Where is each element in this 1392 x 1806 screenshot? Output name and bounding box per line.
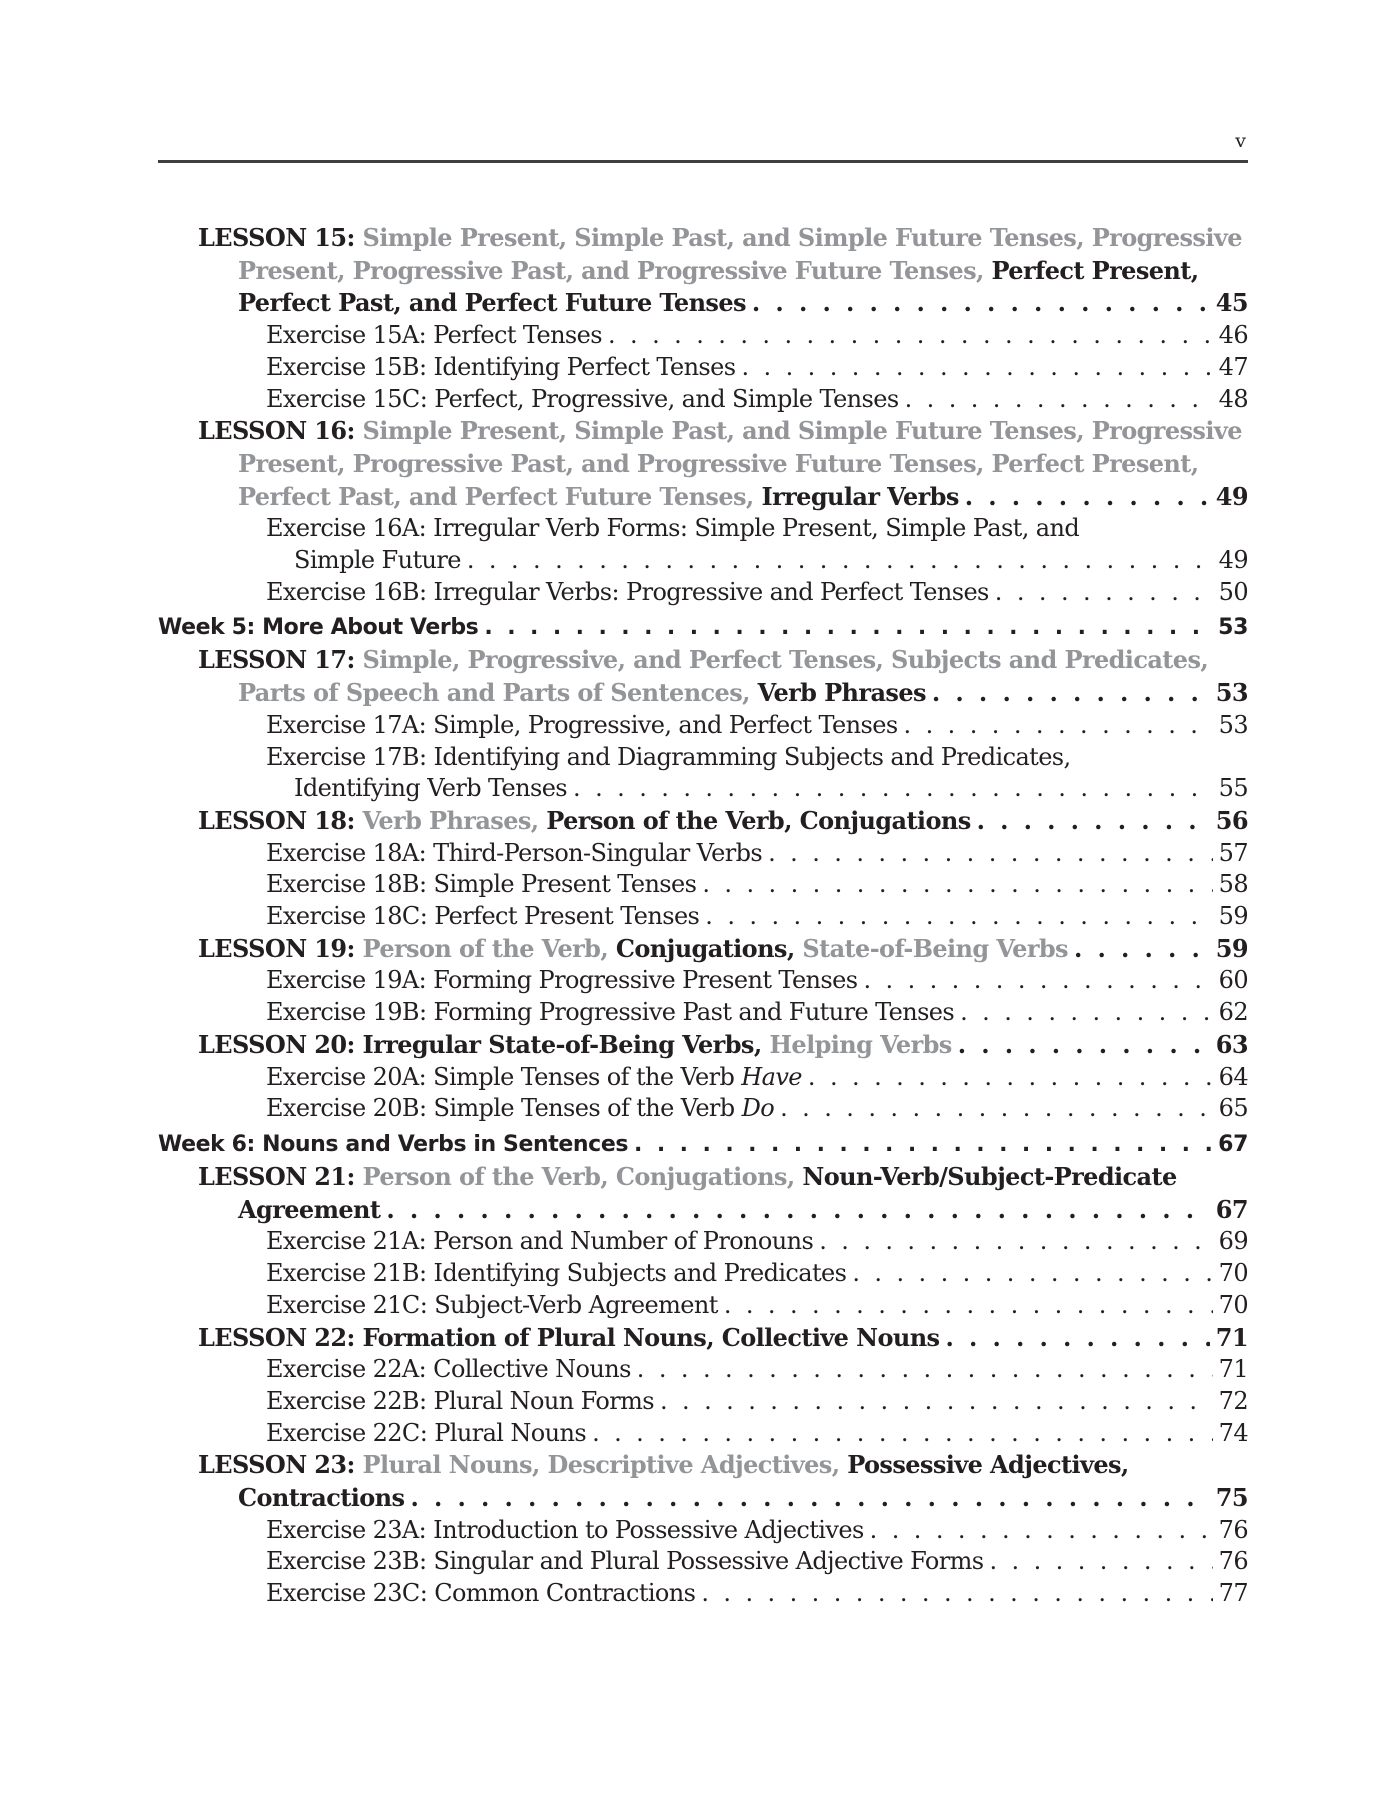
dot-leader bbox=[905, 384, 1213, 416]
entry-title-text: Exercise 23B: Singular and Plural Possessive Adjective Forms bbox=[266, 1547, 984, 1576]
toc-entry-text bbox=[238, 481, 959, 514]
toc-entry-text bbox=[266, 1290, 718, 1322]
toc-line bbox=[266, 1062, 1248, 1094]
dot-leader bbox=[705, 901, 1212, 933]
toc-entry-text bbox=[294, 773, 567, 805]
toc-week-entry bbox=[158, 1129, 1248, 1161]
review-topic-text: State-of-Being Verbs bbox=[794, 933, 1068, 963]
entry-title-text: Exercise 19B: Forming Progressive Past and Future Tenses bbox=[266, 998, 955, 1027]
page-reference: 71 bbox=[1218, 1355, 1248, 1384]
toc-exercise-entry bbox=[158, 577, 1248, 609]
new-topic-text: Agreement bbox=[238, 1194, 381, 1224]
dot-leader bbox=[702, 869, 1212, 901]
toc-entry-text bbox=[266, 710, 898, 742]
toc-line bbox=[266, 965, 1248, 997]
dot-leader bbox=[484, 612, 1212, 644]
toc-line bbox=[266, 513, 1248, 545]
toc-entry-text bbox=[266, 869, 696, 901]
entry-title-text: Exercise 15A: Perfect Tenses bbox=[266, 321, 602, 350]
page-reference: 50 bbox=[1218, 577, 1248, 606]
toc-entry-text bbox=[198, 224, 1242, 252]
new-topic-text: Contractions bbox=[238, 1483, 405, 1513]
entry-title-text: Do bbox=[741, 1094, 775, 1123]
toc-exercise-entry bbox=[158, 997, 1248, 1029]
toc-exercise-entry bbox=[158, 1515, 1248, 1547]
toc-entry-text bbox=[238, 257, 1199, 285]
toc-entry-text bbox=[266, 1418, 586, 1450]
review-topic-text: Simple, Progressive, and Perfect Tenses, Subjects and Predicates, bbox=[362, 645, 1209, 675]
toc-lesson-entry bbox=[158, 644, 1248, 709]
dot-leader bbox=[989, 1546, 1212, 1578]
new-topic-text: Irregular State-of-Being Verbs, bbox=[362, 1029, 762, 1059]
lesson-label: LESSON 21: bbox=[198, 1161, 363, 1191]
page-reference: 76 bbox=[1218, 1515, 1248, 1544]
entry-title-text: Week 6: Nouns and Verbs in Sentences bbox=[158, 1131, 629, 1157]
dot-leader bbox=[863, 965, 1212, 997]
toc-line bbox=[198, 415, 1248, 448]
toc-entry-text bbox=[238, 1194, 380, 1227]
toc-entry-text bbox=[158, 612, 478, 644]
toc-entry-text bbox=[294, 545, 461, 577]
toc-exercise-entry bbox=[158, 1418, 1248, 1450]
new-topic-text: Irregular Verbs bbox=[753, 481, 959, 511]
toc-entry-text bbox=[238, 1482, 404, 1515]
toc-line bbox=[198, 1449, 1248, 1482]
review-topic-text: Helping Verbs bbox=[761, 1029, 952, 1059]
dot-leader bbox=[701, 1578, 1212, 1610]
page-reference: 72 bbox=[1218, 1386, 1248, 1415]
dot-leader bbox=[960, 997, 1213, 1029]
toc-line bbox=[158, 612, 1248, 644]
dot-leader bbox=[995, 577, 1213, 609]
lesson-label: LESSON 18: bbox=[198, 805, 363, 835]
toc-entry-text bbox=[266, 1546, 983, 1578]
new-topic-text: Conjugations, bbox=[608, 933, 795, 963]
toc-line bbox=[266, 1546, 1248, 1578]
toc-exercise-entry bbox=[158, 965, 1248, 997]
entry-title-text: Identifying Verb Tenses bbox=[294, 774, 568, 803]
page-reference: 60 bbox=[1218, 966, 1248, 995]
dot-leader bbox=[932, 677, 1210, 709]
entry-title-text: Exercise 20B: Simple Tenses of the Verb bbox=[266, 1094, 742, 1123]
toc-exercise-entry bbox=[158, 838, 1248, 870]
page-reference: 53 bbox=[1218, 615, 1248, 641]
toc-week-entry bbox=[158, 612, 1248, 644]
toc-line bbox=[266, 384, 1248, 416]
toc-line bbox=[266, 1258, 1248, 1290]
page-reference: 58 bbox=[1218, 870, 1248, 899]
toc-line bbox=[198, 1322, 1248, 1355]
entry-title-text: Exercise 23A: Introduction to Possessive Adjectives bbox=[266, 1515, 864, 1544]
page-reference: 59 bbox=[1218, 902, 1248, 931]
toc-line bbox=[266, 838, 1248, 870]
review-topic-text: Present, Progressive Past, and Progressive Future Tenses, bbox=[238, 255, 984, 285]
dot-leader bbox=[386, 1194, 1209, 1226]
toc-entry-text bbox=[266, 1226, 813, 1258]
toc-lesson-entry bbox=[158, 222, 1248, 320]
toc-line bbox=[266, 1093, 1248, 1125]
page-reference: 56 bbox=[1215, 805, 1248, 835]
toc-line bbox=[198, 677, 1248, 710]
page-reference: 76 bbox=[1218, 1547, 1248, 1576]
toc-line bbox=[198, 805, 1248, 838]
review-topic-text: Person of the Verb, Conjugations, bbox=[362, 1161, 795, 1191]
entry-title-text: Exercise 18B: Simple Present Tenses bbox=[266, 870, 697, 899]
toc-line bbox=[266, 320, 1248, 352]
page-reference: 67 bbox=[1215, 1194, 1248, 1224]
toc-entry-text bbox=[198, 646, 1208, 674]
toc-exercise-entry bbox=[158, 1226, 1248, 1258]
toc-entry-text bbox=[198, 1451, 1129, 1479]
review-topic-text: Simple Present, Simple Past, and Simple Future Tenses, Progressive bbox=[362, 416, 1242, 446]
new-topic-text: Noun-Verb/Subject-Predicate bbox=[794, 1161, 1177, 1191]
toc-exercise-entry bbox=[158, 1354, 1248, 1386]
dot-leader bbox=[1074, 933, 1210, 965]
toc-lesson-entry bbox=[158, 415, 1248, 513]
dot-leader bbox=[870, 1515, 1213, 1547]
entry-title-text: Exercise 16A: Irregular Verb Forms: Simple Present, Simple Past, and bbox=[266, 514, 1080, 543]
toc-line bbox=[266, 1578, 1248, 1610]
review-topic-text: Person of the Verb, bbox=[362, 933, 609, 963]
dot-leader bbox=[977, 805, 1210, 837]
header-rule bbox=[158, 160, 1248, 163]
new-topic-text: Verb Phrases bbox=[749, 678, 926, 708]
toc-entry-text bbox=[266, 1258, 846, 1290]
toc-entry-text bbox=[266, 1386, 654, 1418]
toc-line bbox=[198, 1482, 1248, 1515]
dot-leader bbox=[660, 1386, 1213, 1418]
toc-line bbox=[266, 1226, 1248, 1258]
toc-exercise-entry bbox=[158, 352, 1248, 384]
toc-line bbox=[198, 933, 1248, 966]
page-reference: 63 bbox=[1215, 1029, 1248, 1059]
toc-entry-text bbox=[238, 677, 926, 710]
toc-exercise-entry bbox=[158, 1093, 1248, 1125]
toc-exercise-entry bbox=[158, 320, 1248, 352]
page-reference: 67 bbox=[1218, 1131, 1248, 1157]
toc-exercise-entry bbox=[158, 869, 1248, 901]
entry-title-text: Exercise 23C: Common Contractions bbox=[266, 1579, 696, 1608]
page-reference: 70 bbox=[1218, 1290, 1248, 1319]
toc-entry-text bbox=[266, 320, 602, 352]
review-topic-text: Perfect Past, and Perfect Future Tenses, bbox=[238, 481, 754, 511]
review-topic-text: Simple Present, Simple Past, and Simple Future Tenses, Progressive bbox=[362, 223, 1242, 252]
toc-entry-text bbox=[158, 1129, 628, 1161]
page-reference: 47 bbox=[1218, 352, 1248, 381]
dot-leader bbox=[637, 1354, 1213, 1386]
review-topic-text: Parts of Speech and Parts of Sentences, bbox=[238, 678, 750, 708]
toc-exercise-entry bbox=[158, 384, 1248, 416]
toc-line bbox=[266, 742, 1248, 774]
lesson-label: LESSON 23: bbox=[198, 1450, 363, 1480]
new-topic-text: Formation of Plural Nouns, Collective Nouns bbox=[362, 1322, 940, 1352]
entry-title-text: Exercise 18C: Perfect Present Tenses bbox=[266, 902, 700, 931]
entry-title-text: Exercise 22A: Collective Nouns bbox=[266, 1355, 631, 1384]
dot-leader bbox=[724, 1290, 1213, 1322]
toc-line bbox=[266, 1386, 1248, 1418]
dot-leader bbox=[752, 287, 1210, 319]
entry-title-text: Exercise 20A: Simple Tenses of the Verb bbox=[266, 1062, 742, 1091]
review-topic-text: Verb Phrases, bbox=[362, 805, 539, 835]
toc-line bbox=[266, 352, 1248, 384]
toc-lesson-entry bbox=[158, 805, 1248, 838]
toc-line bbox=[198, 481, 1248, 514]
toc-entry-text bbox=[266, 838, 762, 870]
dot-leader bbox=[819, 1226, 1212, 1258]
toc-lesson-entry bbox=[158, 1161, 1248, 1226]
page-number: v bbox=[1235, 130, 1246, 152]
toc-line bbox=[198, 255, 1248, 288]
toc-lesson-entry bbox=[158, 1449, 1248, 1514]
toc-entry-text bbox=[198, 805, 971, 838]
toc-entry-text bbox=[238, 287, 746, 320]
entry-title-text: Exercise 17A: Simple, Progressive, and Perfect Tenses bbox=[266, 710, 898, 739]
toc-line bbox=[266, 545, 1248, 577]
entry-title-text: Exercise 18A: Third-Person-Singular Verbs bbox=[266, 838, 763, 867]
page-reference: 62 bbox=[1218, 998, 1248, 1027]
page-reference: 70 bbox=[1218, 1259, 1248, 1288]
toc-exercise-entry bbox=[158, 1062, 1248, 1094]
lesson-label: LESSON 20: bbox=[198, 1029, 363, 1059]
table-of-contents bbox=[158, 222, 1248, 1610]
toc-line bbox=[266, 577, 1248, 609]
toc-line bbox=[266, 773, 1248, 805]
toc-entry-text bbox=[266, 1515, 864, 1547]
entry-title-text: Exercise 21C: Subject-Verb Agreement bbox=[266, 1290, 718, 1319]
entry-title-text: Exercise 15C: Perfect, Progressive, and Simple Tenses bbox=[266, 384, 899, 413]
entry-title-text: Exercise 21B: Identifying Subjects and Predicates bbox=[266, 1259, 847, 1288]
toc-exercise-entry bbox=[158, 513, 1248, 576]
review-topic-text: Plural Nouns, Descriptive Adjectives, bbox=[362, 1450, 840, 1480]
toc-lesson-entry bbox=[158, 1322, 1248, 1355]
entry-title-text: Exercise 17B: Identifying and Diagramming Subjects and Predicates, bbox=[266, 742, 1071, 771]
toc-exercise-entry bbox=[158, 1258, 1248, 1290]
entry-title-text: Have bbox=[741, 1062, 802, 1091]
new-topic-text: Perfect Past, and Perfect Future Tenses bbox=[238, 288, 746, 318]
entry-title-text: Simple Future bbox=[294, 546, 461, 575]
toc-line bbox=[266, 1418, 1248, 1450]
toc-line bbox=[266, 1515, 1248, 1547]
entry-title-text: Week 5: More About Verbs bbox=[158, 615, 479, 641]
dot-leader bbox=[780, 1093, 1213, 1125]
page-reference: 69 bbox=[1218, 1227, 1248, 1256]
entry-title-text: Exercise 22B: Plural Noun Forms bbox=[266, 1386, 654, 1415]
toc-line bbox=[266, 1290, 1248, 1322]
dot-leader bbox=[852, 1258, 1212, 1290]
toc-exercise-entry bbox=[158, 742, 1248, 805]
new-topic-text: Perfect Present, bbox=[983, 255, 1199, 285]
toc-entry-text bbox=[266, 1093, 774, 1125]
dot-leader bbox=[608, 320, 1213, 352]
toc-exercise-entry bbox=[158, 1290, 1248, 1322]
dot-leader bbox=[741, 352, 1212, 384]
page-reference: 46 bbox=[1218, 321, 1248, 350]
toc-entry-text bbox=[266, 352, 735, 384]
dot-leader bbox=[958, 1029, 1210, 1061]
entry-title-text: Exercise 16B: Irregular Verbs: Progressive and Perfect Tenses bbox=[266, 577, 989, 606]
lesson-label: LESSON 22: bbox=[198, 1322, 363, 1352]
entry-title-text: Exercise 19A: Forming Progressive Present Tenses bbox=[266, 966, 858, 995]
toc-lesson-entry bbox=[158, 1029, 1248, 1062]
dot-leader bbox=[634, 1129, 1212, 1161]
toc-entry-text bbox=[266, 514, 1079, 542]
toc-entry-text bbox=[266, 965, 857, 997]
toc-line bbox=[266, 997, 1248, 1029]
page-reference: 64 bbox=[1218, 1062, 1248, 1091]
entry-title-text: Exercise 21A: Person and Number of Pronouns bbox=[266, 1227, 814, 1256]
page-reference: 45 bbox=[1215, 288, 1248, 318]
dot-leader bbox=[945, 1322, 1209, 1354]
toc-exercise-entry bbox=[158, 1578, 1248, 1610]
dot-leader bbox=[808, 1062, 1213, 1094]
toc-line bbox=[266, 710, 1248, 742]
toc-exercise-entry bbox=[158, 1546, 1248, 1578]
dot-leader bbox=[904, 710, 1213, 742]
toc-entry-text bbox=[266, 1578, 695, 1610]
toc-entry-text bbox=[198, 1322, 939, 1355]
toc-line bbox=[198, 1029, 1248, 1062]
toc-exercise-entry bbox=[158, 1386, 1248, 1418]
toc-entry-text bbox=[266, 1354, 631, 1386]
dot-leader bbox=[592, 1418, 1213, 1450]
page-reference: 59 bbox=[1215, 933, 1248, 963]
toc-line bbox=[198, 448, 1248, 481]
toc-line bbox=[198, 1161, 1248, 1194]
lesson-label: LESSON 15: bbox=[198, 223, 363, 252]
toc-line bbox=[198, 222, 1248, 255]
toc-entry-text bbox=[266, 901, 699, 933]
toc-line bbox=[198, 644, 1248, 677]
page-reference: 57 bbox=[1218, 838, 1248, 867]
page-reference: 71 bbox=[1215, 1322, 1248, 1352]
toc-line bbox=[198, 287, 1248, 320]
toc-entry-text bbox=[198, 1163, 1177, 1191]
toc-entry-text bbox=[266, 743, 1071, 771]
new-topic-text: Possessive Adjectives, bbox=[839, 1450, 1129, 1480]
dot-leader bbox=[573, 773, 1213, 805]
toc-line bbox=[198, 1194, 1248, 1227]
toc-entry-text bbox=[266, 1062, 802, 1094]
toc-exercise-entry bbox=[158, 901, 1248, 933]
page-reference: 48 bbox=[1218, 384, 1248, 413]
page-reference: 49 bbox=[1215, 481, 1248, 511]
new-topic-text: Person of the Verb, Conjugations bbox=[538, 805, 971, 835]
page-reference: 53 bbox=[1218, 710, 1248, 739]
page-reference: 65 bbox=[1218, 1094, 1248, 1123]
dot-leader bbox=[467, 545, 1213, 577]
toc-entry-text bbox=[266, 997, 954, 1029]
page-reference: 74 bbox=[1218, 1418, 1248, 1447]
page-reference: 49 bbox=[1218, 546, 1248, 575]
page-reference: 77 bbox=[1218, 1579, 1248, 1608]
toc-lesson-entry bbox=[158, 933, 1248, 966]
toc-line bbox=[266, 1354, 1248, 1386]
review-topic-text: Present, Progressive Past, and Progressive Future Tenses, Perfect Present, bbox=[238, 448, 1199, 478]
dot-leader bbox=[768, 838, 1213, 870]
entry-title-text: Exercise 15B: Identifying Perfect Tenses bbox=[266, 352, 736, 381]
toc-line bbox=[158, 1129, 1248, 1161]
lesson-label: LESSON 16: bbox=[198, 416, 363, 446]
page-reference: 53 bbox=[1215, 678, 1248, 708]
dot-leader bbox=[410, 1482, 1209, 1514]
dot-leader bbox=[965, 481, 1210, 513]
lesson-label: LESSON 17: bbox=[198, 645, 363, 675]
toc-line bbox=[266, 901, 1248, 933]
lesson-label: LESSON 19: bbox=[198, 933, 363, 963]
toc-entry-text bbox=[198, 417, 1242, 445]
toc-entry-text bbox=[198, 933, 1068, 966]
page-reference: 55 bbox=[1218, 774, 1248, 803]
toc-entry-text bbox=[238, 450, 1199, 478]
toc-entry-text bbox=[198, 1029, 952, 1062]
page-reference: 75 bbox=[1215, 1483, 1248, 1513]
toc-line bbox=[266, 869, 1248, 901]
toc-exercise-entry bbox=[158, 710, 1248, 742]
toc-entry-text bbox=[266, 384, 899, 416]
toc-entry-text bbox=[266, 577, 989, 609]
entry-title-text: Exercise 22C: Plural Nouns bbox=[266, 1418, 587, 1447]
